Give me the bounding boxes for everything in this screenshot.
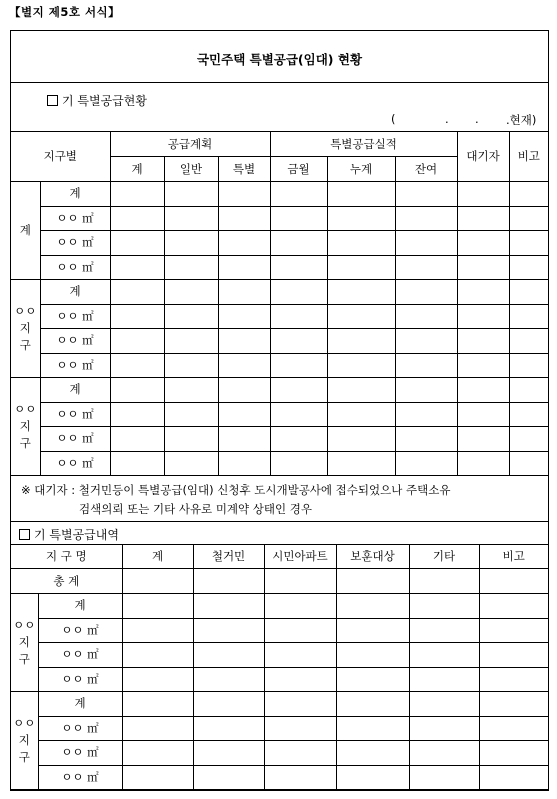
- date-close: .현재): [506, 113, 537, 127]
- data-cell[interactable]: [409, 594, 479, 619]
- data-cell[interactable]: [336, 667, 409, 692]
- data-cell[interactable]: [327, 280, 395, 305]
- table-row: [11, 716, 548, 741]
- data-cell[interactable]: [270, 280, 327, 305]
- data-cell[interactable]: [409, 643, 479, 668]
- data-cell[interactable]: [409, 618, 479, 643]
- data-cell[interactable]: [395, 231, 457, 256]
- data-cell[interactable]: [270, 378, 327, 403]
- data-cell[interactable]: [509, 451, 548, 476]
- row-label: ㅇㅇ ㎡: [38, 643, 122, 668]
- data-cell[interactable]: [110, 427, 164, 452]
- data-cell[interactable]: [395, 451, 457, 476]
- data-cell[interactable]: [122, 741, 193, 766]
- data-cell[interactable]: [218, 206, 270, 231]
- data-cell[interactable]: [509, 255, 548, 280]
- table-row: [11, 594, 548, 619]
- table-row: [11, 304, 548, 329]
- data-cell[interactable]: [122, 643, 193, 668]
- row-label: 계: [38, 594, 122, 619]
- data-cell[interactable]: [193, 667, 264, 692]
- data-cell[interactable]: [110, 182, 164, 207]
- data-cell[interactable]: [218, 451, 270, 476]
- district-group-text: 계: [19, 222, 31, 237]
- data-cell[interactable]: [110, 402, 164, 427]
- table-row: [11, 231, 548, 256]
- data-cell[interactable]: [122, 692, 193, 717]
- data-cell[interactable]: [509, 304, 548, 329]
- data-cell[interactable]: [122, 594, 193, 619]
- data-cell[interactable]: [270, 206, 327, 231]
- data-cell[interactable]: [336, 569, 409, 594]
- table-row: [11, 451, 548, 476]
- data-cell[interactable]: [395, 378, 457, 403]
- data-cell[interactable]: [164, 427, 218, 452]
- form-label: 【별지 제5호 서식】: [9, 5, 121, 19]
- data-cell[interactable]: [327, 182, 395, 207]
- data-cell[interactable]: [270, 231, 327, 256]
- data-cell[interactable]: [218, 329, 270, 354]
- data-cell[interactable]: [218, 378, 270, 403]
- table-row: [11, 353, 548, 378]
- data-cell[interactable]: [479, 667, 548, 692]
- header-supply-plan: 공급계획: [110, 132, 270, 157]
- data-cell[interactable]: [395, 353, 457, 378]
- data-cell[interactable]: [479, 618, 548, 643]
- data-cell[interactable]: [327, 353, 395, 378]
- data-cell[interactable]: [264, 741, 336, 766]
- data-cell[interactable]: [164, 329, 218, 354]
- data-cell[interactable]: [327, 329, 395, 354]
- details-header: 지 구 명: [11, 545, 122, 569]
- data-cell[interactable]: [327, 304, 395, 329]
- header-plan-sub: 특별: [218, 157, 270, 182]
- data-cell[interactable]: [327, 402, 395, 427]
- district-group-label: [11, 182, 40, 280]
- data-cell[interactable]: [409, 716, 479, 741]
- data-cell[interactable]: [457, 206, 509, 231]
- district-group-text: ㅇㅇ 지 구: [13, 715, 36, 765]
- data-cell[interactable]: [193, 716, 264, 741]
- data-cell[interactable]: [193, 594, 264, 619]
- row-label: 계: [40, 280, 110, 305]
- district-group-label: [11, 594, 38, 692]
- data-cell[interactable]: [218, 182, 270, 207]
- total-row: [11, 569, 548, 594]
- data-cell[interactable]: [409, 667, 479, 692]
- data-cell[interactable]: [457, 280, 509, 305]
- section1-heading-text: 기 특별공급현황: [62, 94, 147, 108]
- header-special-supply-result: 특별공급실적: [270, 132, 457, 157]
- supply-details-table: [11, 544, 548, 790]
- data-cell[interactable]: [327, 206, 395, 231]
- data-cell[interactable]: [479, 643, 548, 668]
- data-cell[interactable]: [122, 765, 193, 790]
- data-cell[interactable]: [193, 692, 264, 717]
- data-cell[interactable]: [327, 451, 395, 476]
- data-cell[interactable]: [193, 765, 264, 790]
- data-cell[interactable]: [509, 329, 548, 354]
- data-cell[interactable]: [193, 569, 264, 594]
- row-label: ㅇㅇ ㎡: [40, 304, 110, 329]
- data-cell[interactable]: [110, 353, 164, 378]
- data-cell[interactable]: [479, 569, 548, 594]
- table-row: [11, 378, 548, 403]
- table-row: [11, 765, 548, 790]
- data-cell[interactable]: [509, 378, 548, 403]
- data-cell[interactable]: [395, 402, 457, 427]
- data-cell[interactable]: [327, 427, 395, 452]
- data-cell[interactable]: [110, 329, 164, 354]
- data-cell[interactable]: [164, 231, 218, 256]
- row-label: ㅇㅇ ㎡: [38, 716, 122, 741]
- table-row: [11, 643, 548, 668]
- data-cell[interactable]: [395, 280, 457, 305]
- footnote-line-1: ※ 대기자 : 철거민등이 특별공급(임대) 신청후 도시개발공사에 접수되었으나 주택소유: [21, 483, 451, 497]
- data-cell[interactable]: [409, 569, 479, 594]
- row-label: ㅇㅇ ㎡: [38, 618, 122, 643]
- form-frame: [10, 30, 549, 791]
- data-cell[interactable]: [395, 255, 457, 280]
- data-cell[interactable]: [336, 765, 409, 790]
- data-cell[interactable]: [479, 741, 548, 766]
- data-cell[interactable]: [270, 182, 327, 207]
- table-row: [11, 182, 548, 207]
- row-label: ㅇㅇ ㎡: [38, 741, 122, 766]
- data-cell[interactable]: [327, 378, 395, 403]
- data-cell[interactable]: [270, 451, 327, 476]
- data-cell[interactable]: [457, 329, 509, 354]
- details-header: 철거민: [193, 545, 264, 569]
- row-label: ㅇㅇ ㎡: [40, 206, 110, 231]
- data-cell[interactable]: [336, 594, 409, 619]
- table-row: [11, 741, 548, 766]
- data-cell[interactable]: [164, 182, 218, 207]
- data-cell[interactable]: [457, 402, 509, 427]
- data-cell[interactable]: [218, 280, 270, 305]
- data-cell[interactable]: [264, 569, 336, 594]
- data-cell[interactable]: [457, 353, 509, 378]
- data-cell[interactable]: [457, 378, 509, 403]
- header-note: 비고: [509, 132, 548, 182]
- footnote-divider: [11, 521, 548, 522]
- total-label: 총 계: [11, 569, 122, 594]
- data-cell[interactable]: [336, 643, 409, 668]
- data-cell[interactable]: [164, 451, 218, 476]
- data-cell[interactable]: [193, 618, 264, 643]
- table-row: [11, 618, 548, 643]
- data-cell[interactable]: [122, 618, 193, 643]
- data-cell[interactable]: [409, 692, 479, 717]
- data-cell[interactable]: [218, 231, 270, 256]
- details-header: 계: [122, 545, 193, 569]
- data-cell[interactable]: [270, 329, 327, 354]
- district-group-label: [11, 280, 40, 378]
- data-cell[interactable]: [457, 304, 509, 329]
- row-label: ㅇㅇ ㎡: [40, 353, 110, 378]
- data-cell[interactable]: [336, 692, 409, 717]
- data-cell[interactable]: [164, 304, 218, 329]
- title-divider: [11, 82, 548, 83]
- data-cell[interactable]: [336, 741, 409, 766]
- table-row: [11, 427, 548, 452]
- data-cell[interactable]: [218, 353, 270, 378]
- header-plan-sub: 일반: [164, 157, 218, 182]
- checkbox-square-icon: [47, 95, 58, 106]
- data-cell[interactable]: [264, 765, 336, 790]
- data-cell[interactable]: [327, 255, 395, 280]
- data-cell[interactable]: [270, 402, 327, 427]
- data-cell[interactable]: [509, 402, 548, 427]
- data-cell[interactable]: [395, 206, 457, 231]
- section1-heading: [47, 92, 147, 109]
- table-row: [11, 692, 548, 717]
- row-label: ㅇㅇ ㎡: [40, 402, 110, 427]
- data-cell[interactable]: [264, 643, 336, 668]
- supply-status-table: [11, 131, 548, 476]
- data-cell[interactable]: [122, 716, 193, 741]
- data-cell[interactable]: [457, 231, 509, 256]
- data-cell[interactable]: [457, 255, 509, 280]
- row-label: 계: [40, 378, 110, 403]
- data-cell[interactable]: [122, 569, 193, 594]
- header-result-sub: 잔여: [395, 157, 457, 182]
- data-cell[interactable]: [218, 402, 270, 427]
- data-cell[interactable]: [264, 692, 336, 717]
- header-result-sub: 누계: [327, 157, 395, 182]
- data-cell[interactable]: [270, 304, 327, 329]
- row-label: ㅇㅇ ㎡: [40, 255, 110, 280]
- data-cell[interactable]: [218, 304, 270, 329]
- row-label: ㅇㅇ ㎡: [40, 427, 110, 452]
- data-cell[interactable]: [457, 427, 509, 452]
- data-cell[interactable]: [264, 667, 336, 692]
- data-cell[interactable]: [509, 231, 548, 256]
- table-row: [11, 667, 548, 692]
- data-cell[interactable]: [336, 618, 409, 643]
- row-label: 계: [40, 182, 110, 207]
- data-cell[interactable]: [110, 206, 164, 231]
- data-cell[interactable]: [509, 206, 548, 231]
- data-cell[interactable]: [164, 378, 218, 403]
- data-cell[interactable]: [164, 206, 218, 231]
- data-cell[interactable]: [264, 716, 336, 741]
- data-cell[interactable]: [457, 182, 509, 207]
- section2-heading-text: 기 특별공급내역: [34, 528, 119, 542]
- data-cell[interactable]: [110, 451, 164, 476]
- details-header: 기타: [409, 545, 479, 569]
- district-group-text: ㅇㅇ 지 구: [14, 401, 37, 451]
- data-cell[interactable]: [193, 643, 264, 668]
- data-cell[interactable]: [122, 667, 193, 692]
- data-cell[interactable]: [110, 378, 164, 403]
- data-cell[interactable]: [457, 451, 509, 476]
- data-cell[interactable]: [409, 741, 479, 766]
- data-cell[interactable]: [264, 618, 336, 643]
- data-cell[interactable]: [270, 427, 327, 452]
- data-cell[interactable]: [270, 353, 327, 378]
- data-cell[interactable]: [509, 280, 548, 305]
- district-group-text: ㅇㅇ 지 구: [14, 303, 37, 353]
- checkbox-square-icon: [19, 529, 30, 540]
- data-cell[interactable]: [110, 231, 164, 256]
- header-waiting: 대기자: [457, 132, 509, 182]
- header-row-1: [11, 132, 548, 157]
- date-open: (: [391, 112, 396, 126]
- data-cell[interactable]: [395, 329, 457, 354]
- data-cell[interactable]: [164, 255, 218, 280]
- table-row: [11, 255, 548, 280]
- district-group-text: ㅇㅇ 지 구: [13, 617, 36, 667]
- footnote: [21, 481, 450, 519]
- date-dot-2: .: [475, 112, 479, 126]
- footnote-line-2: 검색의뢰 또는 기타 사유로 미계약 상태인 경우: [79, 502, 313, 516]
- header-result-sub: 금월: [270, 157, 327, 182]
- table-row: [11, 280, 548, 305]
- data-cell[interactable]: [218, 427, 270, 452]
- data-cell[interactable]: [164, 280, 218, 305]
- header-row: [11, 545, 548, 569]
- district-group-label: [11, 378, 40, 476]
- data-cell[interactable]: [327, 231, 395, 256]
- data-cell[interactable]: [479, 692, 548, 717]
- data-cell[interactable]: [509, 353, 548, 378]
- table-row: [11, 329, 548, 354]
- row-label: ㅇㅇ ㎡: [38, 667, 122, 692]
- table-row: [11, 402, 548, 427]
- data-cell[interactable]: [110, 255, 164, 280]
- data-cell[interactable]: [479, 716, 548, 741]
- header-plan-sub: 계: [110, 157, 164, 182]
- data-cell[interactable]: [264, 594, 336, 619]
- row-label: ㅇㅇ ㎡: [40, 451, 110, 476]
- data-cell[interactable]: [193, 741, 264, 766]
- data-cell[interactable]: [336, 716, 409, 741]
- row-label: ㅇㅇ ㎡: [38, 765, 122, 790]
- data-cell[interactable]: [509, 182, 548, 207]
- data-cell[interactable]: [409, 765, 479, 790]
- data-cell[interactable]: [509, 427, 548, 452]
- data-cell[interactable]: [395, 304, 457, 329]
- date-dot-1: .: [445, 112, 449, 126]
- row-label: 계: [38, 692, 122, 717]
- table-row: [11, 206, 548, 231]
- data-cell[interactable]: [395, 182, 457, 207]
- section2-heading: [19, 526, 119, 543]
- data-cell[interactable]: [110, 304, 164, 329]
- district-group-label: [11, 692, 38, 790]
- data-cell[interactable]: [164, 402, 218, 427]
- data-cell[interactable]: [395, 427, 457, 452]
- details-header: 비고: [479, 545, 548, 569]
- data-cell[interactable]: [218, 255, 270, 280]
- data-cell[interactable]: [479, 594, 548, 619]
- row-label: ㅇㅇ ㎡: [40, 231, 110, 256]
- data-cell[interactable]: [110, 280, 164, 305]
- data-cell[interactable]: [270, 255, 327, 280]
- form-title: 국민주택 특별공급(임대) 현황: [196, 52, 363, 67]
- row-label: ㅇㅇ ㎡: [40, 329, 110, 354]
- header-district: 지구별: [11, 132, 110, 182]
- details-header: 시민아파트: [264, 545, 336, 569]
- data-cell[interactable]: [164, 353, 218, 378]
- details-header: 보훈대상: [336, 545, 409, 569]
- data-cell[interactable]: [479, 765, 548, 790]
